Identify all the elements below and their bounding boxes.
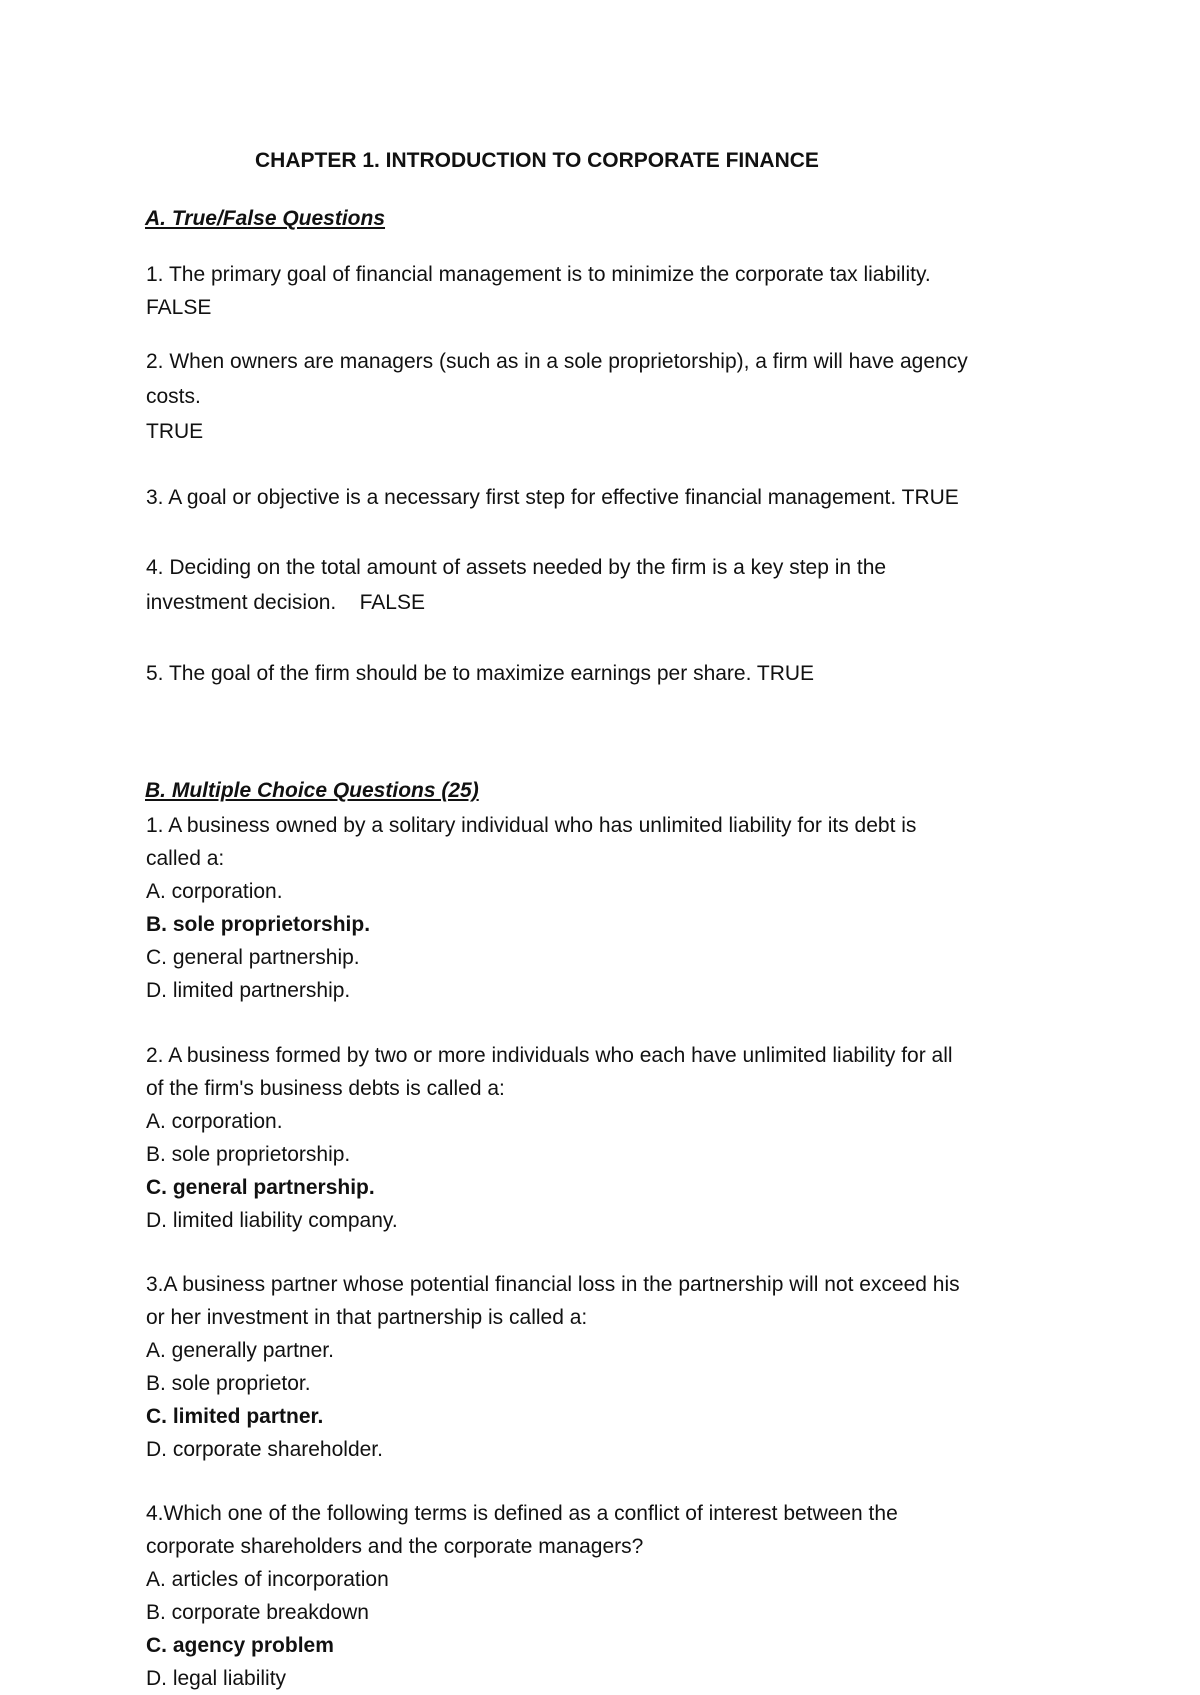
mc-question-3-text-cont: or her investment in that partnership is called a: <box>146 1306 588 1329</box>
mc-question-2 <box>146 1039 1106 1237</box>
tf-question-1 <box>146 257 1106 325</box>
tf-question-2-text: 2. When owners are managers (such as in a sole proprietorship), a firm will have agency <box>146 350 968 373</box>
chapter-title: CHAPTER 1. INTRODUCTION TO CORPORATE FINANCE <box>255 149 819 172</box>
tf-question-5 <box>146 656 1106 691</box>
tf-question-5-text: 5. The goal of the firm should be to maximize earnings per share. TRUE <box>146 662 815 685</box>
mc-question-3-option-b: B. sole proprietor. <box>146 1372 311 1395</box>
mc-question-4-option-a: A. articles of incorporation <box>146 1568 389 1591</box>
mc-question-3-option-c: C. limited partner. <box>146 1405 324 1428</box>
mc-question-2-text-cont: of the firm's business debts is called a: <box>146 1077 505 1100</box>
mc-question-4-text: 4.Which one of the following terms is defined as a conflict of interest between the <box>146 1502 898 1525</box>
tf-question-2-answer: TRUE <box>146 420 204 443</box>
mc-question-4-option-b: B. corporate breakdown <box>146 1601 369 1624</box>
section-a-heading: A. True/False Questions <box>145 207 386 230</box>
tf-question-2 <box>146 344 1106 449</box>
tf-question-1-answer: FALSE <box>146 296 212 319</box>
mc-question-2-option-c: C. general partnership. <box>146 1176 375 1199</box>
tf-question-3-text: 3. A goal or objective is a necessary first step for effective financial management. TRUE <box>146 486 959 509</box>
mc-question-1-text-cont: called a: <box>146 847 225 870</box>
mc-question-1 <box>146 809 1106 1007</box>
tf-question-4 <box>146 550 1106 620</box>
mc-question-3-text: 3.A business partner whose potential financial loss in the partnership will not exceed his <box>146 1273 960 1296</box>
section-b-heading: B. Multiple Choice Questions (25) <box>145 779 479 802</box>
mc-question-1-option-c: C. general partnership. <box>146 946 360 969</box>
mc-question-4 <box>146 1497 1106 1695</box>
mc-question-1-option-b: B. sole proprietorship. <box>146 913 371 936</box>
mc-question-3-option-a: A. generally partner. <box>146 1339 334 1362</box>
tf-question-2-text-cont: costs. <box>146 385 201 408</box>
tf-question-3 <box>146 480 1106 515</box>
tf-question-4-text: 4. Deciding on the total amount of assets needed by the firm is a key step in the <box>146 556 887 579</box>
mc-question-4-text-cont: corporate shareholders and the corporate managers? <box>146 1535 644 1558</box>
mc-question-3-option-d: D. corporate shareholder. <box>146 1438 383 1461</box>
mc-question-1-text: 1. A business owned by a solitary individual who has unlimited liability for its debt is <box>146 814 917 837</box>
mc-question-4-option-c: C. agency problem <box>146 1634 334 1657</box>
tf-question-1-text: 1. The primary goal of financial management is to minimize the corporate tax liability. <box>146 263 931 286</box>
mc-question-1-option-a: A. corporation. <box>146 880 283 903</box>
tf-question-4-text-cont: investment decision. FALSE <box>146 591 425 614</box>
mc-question-2-option-b: B. sole proprietorship. <box>146 1143 351 1166</box>
mc-question-2-option-a: A. corporation. <box>146 1110 283 1133</box>
mc-question-4-option-d: D. legal liability <box>146 1667 287 1690</box>
mc-question-2-text: 2. A business formed by two or more individuals who each have unlimited liability for all <box>146 1044 953 1067</box>
mc-question-2-option-d: D. limited liability company. <box>146 1209 398 1232</box>
mc-question-3 <box>146 1268 1106 1466</box>
mc-question-1-option-d: D. limited partnership. <box>146 979 351 1002</box>
